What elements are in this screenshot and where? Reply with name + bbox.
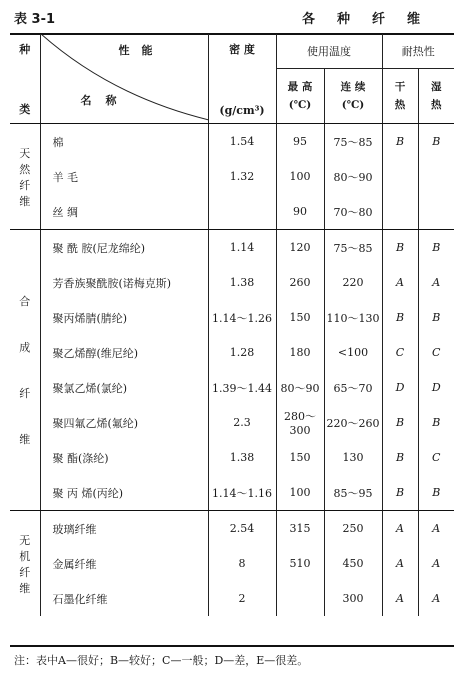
fiber-name: 聚丙烯腈(腈纶)	[40, 300, 208, 335]
fiber-name: 芳香族聚酰胺(诺梅克斯)	[40, 265, 208, 300]
group-char: 纤	[19, 387, 31, 400]
table-row	[10, 230, 454, 266]
table-row	[10, 300, 454, 335]
table-row	[10, 335, 454, 370]
cont-temp-value: 220～260	[324, 405, 382, 440]
dry-heat-grade: A	[382, 546, 418, 581]
dry-heat-label-2: 热	[394, 99, 406, 111]
table-row	[10, 159, 454, 194]
wet-heat-grade: B	[418, 475, 454, 511]
max-temp-value: 90	[276, 194, 324, 230]
table-row	[10, 581, 454, 616]
density-header-label: 密 度	[229, 42, 255, 56]
kind-header	[10, 34, 40, 124]
wet-heat-label-1: 湿	[431, 81, 442, 93]
cont-temp-value: 300	[324, 581, 382, 616]
fiber-name: 丝 绸	[40, 194, 208, 230]
density-value: 2.3	[208, 405, 276, 440]
table-title: 各种纤维	[301, 12, 442, 27]
fiber-name: 聚乙烯醇(维尼纶)	[40, 335, 208, 370]
cont-temp-value: 250	[324, 511, 382, 547]
fiber-table	[10, 34, 454, 616]
density-value: 2.54	[208, 511, 276, 547]
fiber-name: 棉	[40, 124, 208, 160]
max-temp-value: 280～300	[276, 405, 324, 440]
cont-temp-value: 65～70	[324, 370, 382, 405]
density-header-unit: (g/cm³)	[219, 103, 265, 117]
fiber-name: 聚氯乙烯(氯纶)	[40, 370, 208, 405]
group-char: 合	[19, 295, 31, 308]
group-char: 然	[19, 162, 31, 176]
density-value: 2	[208, 581, 276, 616]
wet-heat-grade	[418, 194, 454, 230]
wet-heat-label-2: 热	[431, 99, 442, 111]
temp-max-header	[276, 69, 324, 124]
dry-heat-grade: B	[382, 124, 418, 160]
density-value: 1.28	[208, 335, 276, 370]
density-value: 1.32	[208, 159, 276, 194]
table-row	[10, 370, 454, 405]
cont-temp-value: 220	[324, 265, 382, 300]
table-row	[10, 546, 454, 581]
dry-heat-grade: D	[382, 370, 418, 405]
density-value: 1.54	[208, 124, 276, 160]
wet-heat-grade: B	[418, 300, 454, 335]
group-char: 维	[19, 581, 31, 595]
cont-temp-value: 450	[324, 546, 382, 581]
density-value	[208, 194, 276, 230]
table-caption	[14, 8, 454, 26]
wet-heat-grade: A	[418, 511, 454, 547]
temp-group-header: 使用温度	[276, 34, 382, 69]
table-row	[10, 440, 454, 475]
wet-heat-grade: B	[418, 124, 454, 160]
group-char: 维	[19, 433, 31, 446]
max-temp-value: 315	[276, 511, 324, 547]
group-label-natural	[10, 124, 40, 230]
density-value: 1.14	[208, 230, 276, 266]
cont-temp-value: 75～85	[324, 230, 382, 266]
table-number: 表 3-1	[14, 12, 56, 27]
dry-heat-grade: A	[382, 511, 418, 547]
wet-heat-grade: A	[418, 265, 454, 300]
cont-temp-value: 85～95	[324, 475, 382, 511]
heat-group-header: 耐热性	[382, 34, 454, 69]
bottom-rule	[10, 645, 454, 647]
dry-heat-grade: B	[382, 230, 418, 266]
max-temp-value	[276, 581, 324, 616]
density-value: 1.14～1.16	[208, 475, 276, 511]
wet-heat-grade: B	[418, 405, 454, 440]
fiber-name: 聚 酰 胺(尼龙绵纶)	[40, 230, 208, 266]
max-temp-value: 260	[276, 265, 324, 300]
table-note: 注：表中A—很好；B—较好；C—一般；D—差，E—很差。	[14, 654, 309, 667]
wet-heat-grade: C	[418, 335, 454, 370]
fiber-name: 石墨化纤维	[40, 581, 208, 616]
density-header	[208, 34, 276, 124]
table-row	[10, 124, 454, 160]
dry-heat-grade	[382, 159, 418, 194]
table-row	[10, 265, 454, 300]
table-row	[10, 475, 454, 511]
density-value: 1.14～1.26	[208, 300, 276, 335]
group-natural	[10, 124, 454, 230]
fiber-name: 聚 丙 烯(丙纶)	[40, 475, 208, 511]
dry-heat-grade: A	[382, 265, 418, 300]
wet-heat-grade: C	[418, 440, 454, 475]
cont-temp-value: 70～80	[324, 194, 382, 230]
max-temp-value: 510	[276, 546, 324, 581]
group-char: 机	[19, 549, 31, 563]
table-row	[10, 405, 454, 440]
fiber-name: 聚 酯(涤纶)	[40, 440, 208, 475]
dry-heat-grade: C	[382, 335, 418, 370]
group-inorganic	[10, 511, 454, 617]
dry-heat-grade: B	[382, 475, 418, 511]
diagonal-header	[40, 34, 208, 124]
dry-heat-grade: B	[382, 440, 418, 475]
cont-temp-value: <100	[324, 335, 382, 370]
temp-cont-header	[324, 69, 382, 124]
group-char: 天	[19, 146, 31, 160]
cont-temp-value: 130	[324, 440, 382, 475]
density-value: 1.38	[208, 440, 276, 475]
wet-heat-grade: D	[418, 370, 454, 405]
density-value: 8	[208, 546, 276, 581]
group-char: 成	[19, 341, 31, 354]
wet-heat-grade: A	[418, 546, 454, 581]
dry-heat-grade: B	[382, 405, 418, 440]
temp-cont-label: 连 续	[340, 81, 366, 93]
group-char: 纤	[19, 178, 31, 192]
wet-heat-header	[418, 69, 454, 124]
table-row	[10, 511, 454, 547]
max-temp-value: 95	[276, 124, 324, 160]
group-synthetic	[10, 230, 454, 511]
diag-header-name: 名称	[80, 94, 131, 107]
wet-heat-grade: A	[418, 581, 454, 616]
wet-heat-grade: B	[418, 230, 454, 266]
table-row	[10, 194, 454, 230]
temp-cont-unit: (℃)	[341, 99, 365, 111]
kind-header-bottom: 类	[19, 102, 31, 116]
fiber-name: 聚四氟乙烯(氟纶)	[40, 405, 208, 440]
wet-heat-grade	[418, 159, 454, 194]
dry-heat-label-1: 干	[394, 81, 406, 93]
temp-max-unit: (℃)	[288, 99, 312, 111]
max-temp-value: 100	[276, 159, 324, 194]
cont-temp-value: 80～90	[324, 159, 382, 194]
dry-heat-grade: B	[382, 300, 418, 335]
dry-heat-grade	[382, 194, 418, 230]
temp-max-label: 最 高	[287, 81, 313, 93]
cont-temp-value: 110～130	[324, 300, 382, 335]
kind-header-top: 种	[19, 42, 31, 56]
fiber-name: 金属纤维	[40, 546, 208, 581]
density-value: 1.38	[208, 265, 276, 300]
group-char: 无	[19, 533, 31, 547]
max-temp-value: 120	[276, 230, 324, 266]
fiber-name: 玻璃纤维	[40, 511, 208, 547]
dry-heat-grade: A	[382, 581, 418, 616]
density-value: 1.39～1.44	[208, 370, 276, 405]
max-temp-value: 180	[276, 335, 324, 370]
max-temp-value: 80～90	[276, 370, 324, 405]
group-char: 纤	[19, 565, 31, 579]
dry-heat-header	[382, 69, 418, 124]
group-label-inorganic	[10, 511, 40, 617]
group-char: 维	[19, 194, 31, 208]
cont-temp-value: 75～85	[324, 124, 382, 160]
max-temp-value: 150	[276, 300, 324, 335]
max-temp-value: 150	[276, 440, 324, 475]
group-label-synthetic	[10, 230, 40, 511]
diag-header-property: 性能	[118, 44, 165, 57]
fiber-name: 羊 毛	[40, 159, 208, 194]
max-temp-value: 100	[276, 475, 324, 511]
